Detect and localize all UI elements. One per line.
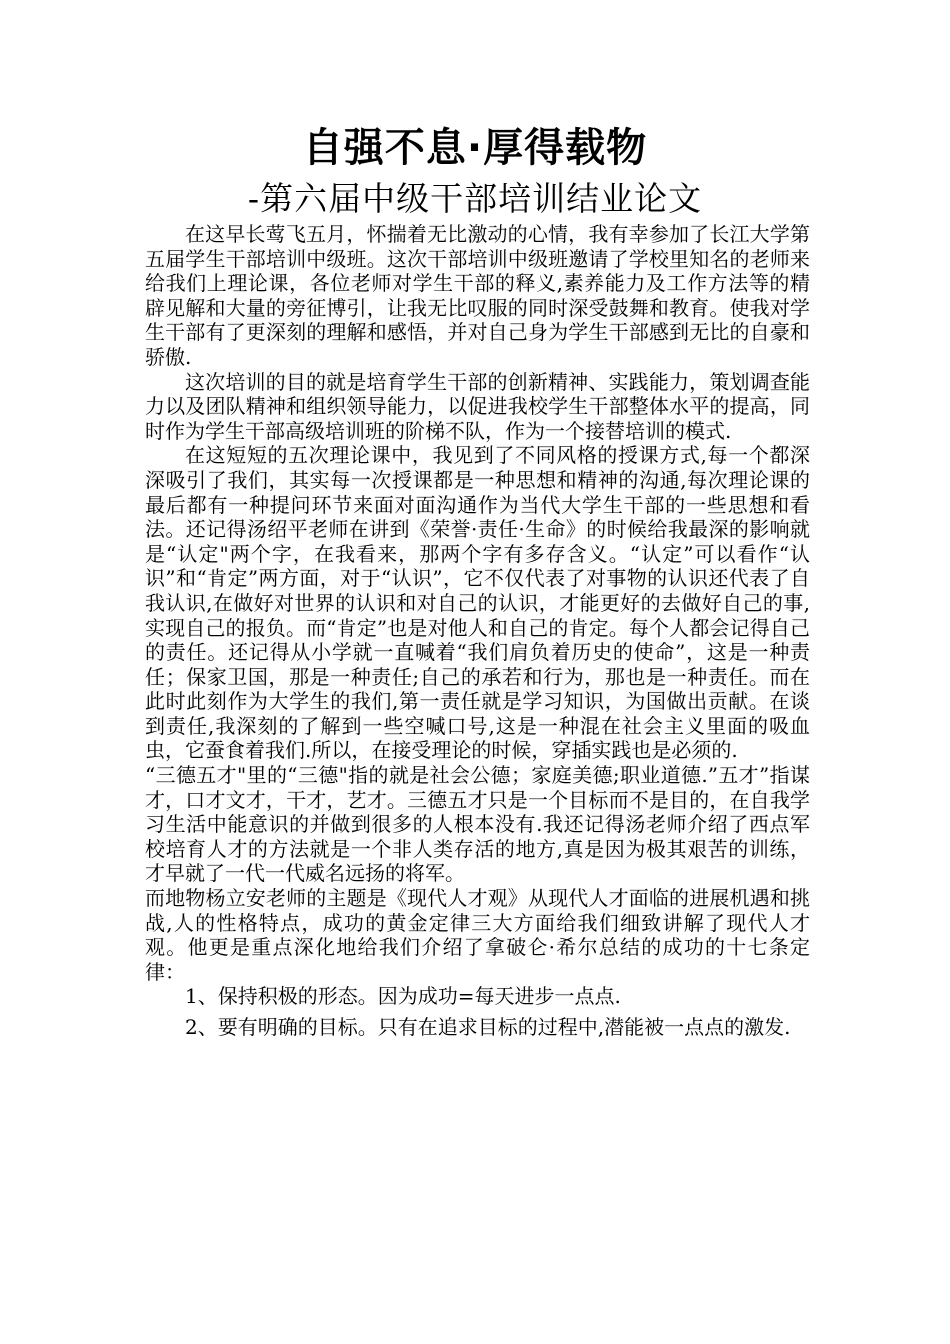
body-paragraph: “三德五才"里的“三德"指的就是社会公德；家庭美德;职业道德.”五才”指谋才，口才文才，干才，艺才。三德五才只是一个目标而不是目的，在自我学习生活中能意识的并做到很多的人根本没有.我还记得汤老师介绍了西点军校培育人才的方法就是一个非人类存活的地方,真是因为极其艰苦的训练，才早就了一代一代威名远扬的将军。 xyxy=(145,763,810,886)
body-paragraph: 而地物杨立安老师的主题是《现代人才观》从现代人才面临的进展机遇和挑战,人的性格特点，成功的黄金定律三大方面给我们细致讲解了现代人才观。他更是重点深化地给我们介绍了拿破仑·希尔总结的成功的十七条定律： xyxy=(145,886,810,984)
body-paragraph: 在这短短的五次理论课中，我见到了不同风格的授课方式,每一个都深深吸引了我们，其实每一次授课都是一种思想和精神的沟通,每次理论课的最后都有一种提问环节来面对面沟通作为当代大学生干部的一些思想和看法。还记得汤绍平老师在讲到《荣誉·责任·生命》的时候给我最深的影响就是“认定"两个字，在我看来，那两个字有多存含义。“认定”可以看作“认识”和“肯定”两方面，对于“认识”，它不仅代表了对事物的认识还代表了自我认识,在做好对世界的认识和对自己的认识，才能更好的去做好自己的事,实现自己的报负。而“肯定”也是对他人和自己的肯定。每个人都会记得自己的责任。还记得从小学就一直喊着“我们肩负着历史的使命”，这是一种责任；保家卫国，那是一种责任;自己的承若和行为，那也是一种责任。而在此时此刻作为大学生的我们,第一责任就是学习知识，为国做出贡献。在谈到责任,我深刻的了解到一些空喊口号,这是一种混在社会主义里面的吸血虫，它蚕食着我们.所以，在接受理论的时候，穿插实践也是必须的. xyxy=(145,443,810,763)
list-item: 1、保持积极的形态。因为成功=每天进步一点点. xyxy=(185,984,621,1009)
document-body xyxy=(145,222,810,1045)
body-paragraph: 在这早长莺飞五月，怀揣着无比激动的心情，我有幸参加了长江大学第五届学生干部培训中级班。这次干部培训中级班邀请了学校里知名的老师来给我们上理论课，各位老师对学生干部的释义,素养能力及工作方法等的精辟见解和大量的旁征博引，让我无比叹服的同时深受鼓舞和教育。使我对学生干部有了更深刻的理解和感悟，并对自己身为学生干部感到无比的自豪和骄傲. xyxy=(145,222,810,369)
document-subtitle: -第六届中级干部培训结业论文 xyxy=(247,179,703,218)
document-title: 自强不息·厚得载物 xyxy=(302,125,648,171)
body-paragraph: 这次培训的目的就是培育学生干部的创新精神、实践能力，策划调查能力以及团队精神和组织领导能力，以促进我校学生干部整体水平的提高，同时作为学生干部高级培训班的阶梯不队，作为一个接替培训的模式. xyxy=(145,369,810,443)
list-item: 2、要有明确的目标。只有在追求目标的过程中,潜能被一点点的激发. xyxy=(185,1015,791,1039)
